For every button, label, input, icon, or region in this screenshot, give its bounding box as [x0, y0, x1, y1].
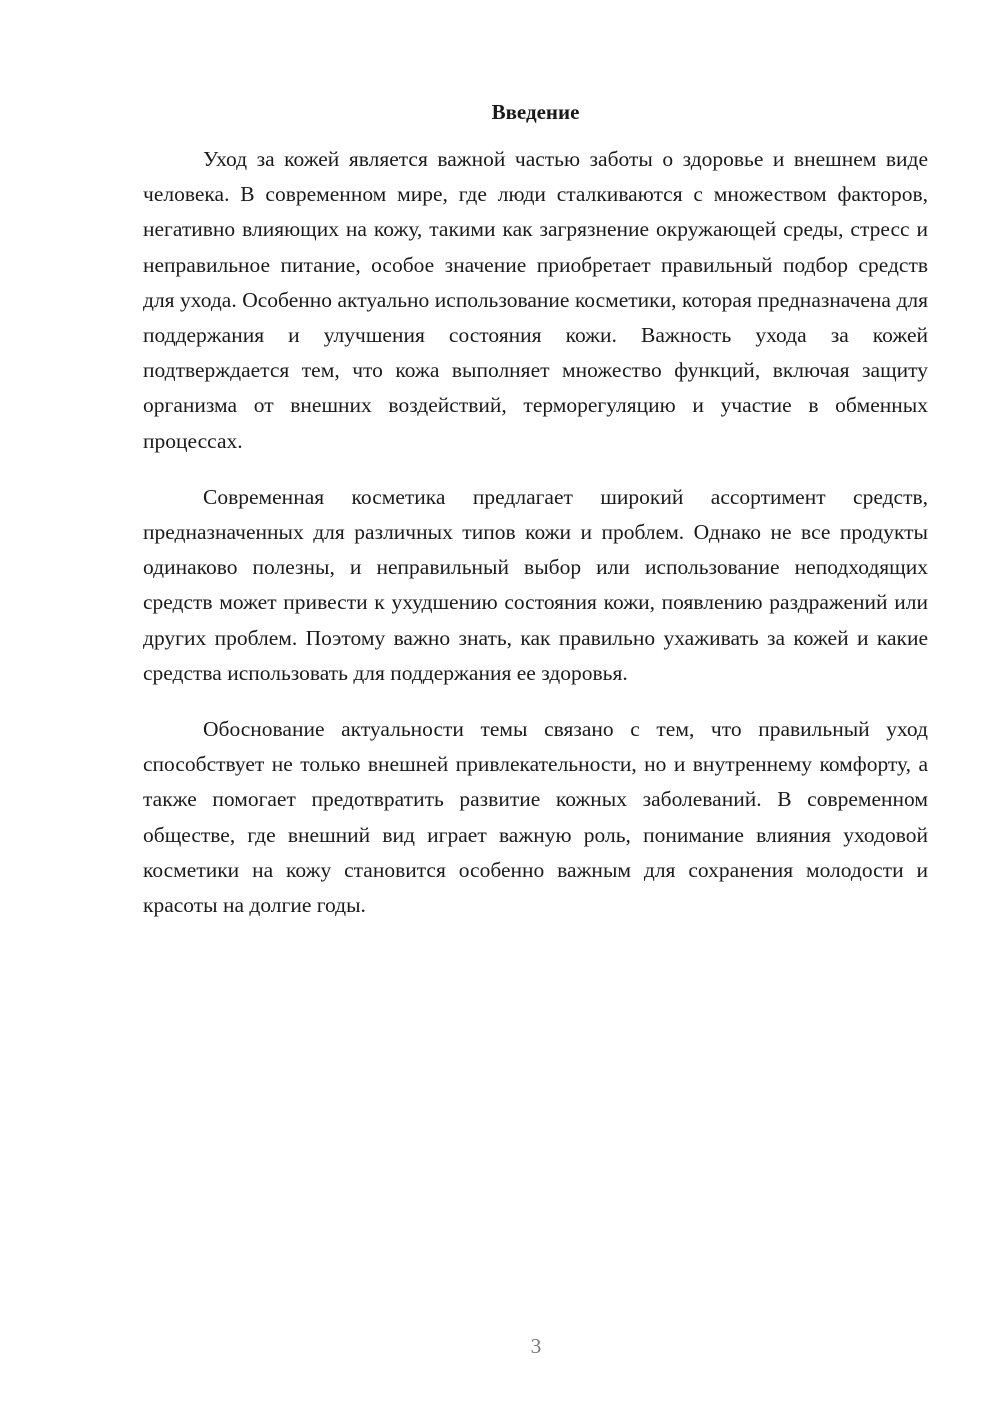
document-body [143, 142, 928, 944]
paragraph-1: Уход за кожей является важной частью заботы о здоровье и внешнем виде человека. В современном мире, где люди сталкиваются с множеством факторов, негативно влияющих на кожу, такими как загрязнение окружающей среды, стресс и неправильное питание, особое значение приобретает правильный подбор средств для ухода. Особенно актуально использование косметики, которая предназначена для поддержания и улучшения состояния кожи. Важность ухода за кожей подтверждается тем, что кожа выполняет множество функций, включая защиту организма от внешних воздействий, терморегуляцию и участие в обменных процессах. [143, 147, 928, 453]
page-title: Введение [491, 100, 580, 124]
page-number: 3 [530, 1334, 542, 1358]
paragraph-2: Современная косметика предлагает широкий ассортимент средств, предназначенных для различных типов кожи и проблем. Однако не все продукты одинаково полезны, и неправильный выбор или использование неподходящих средств может привести к ухудшению состояния кожи, появлению раздражений или других проблем. Поэтому важно знать, как правильно ухаживать за кожей и какие средства использовать для поддержания ее здоровья. [143, 484, 928, 685]
paragraph-3: Обоснование актуальности темы связано с тем, что правильный уход способствует не только внешней привлекательности, но и внутреннему комфорту, а также помогает предотвратить развитие кожных заболеваний. В современном обществе, где внешний вид играет важную роль, понимание влияния уходовой косметики на кожу становится особенно важным для сохранения молодости и красоты на долгие годы. [143, 717, 928, 918]
